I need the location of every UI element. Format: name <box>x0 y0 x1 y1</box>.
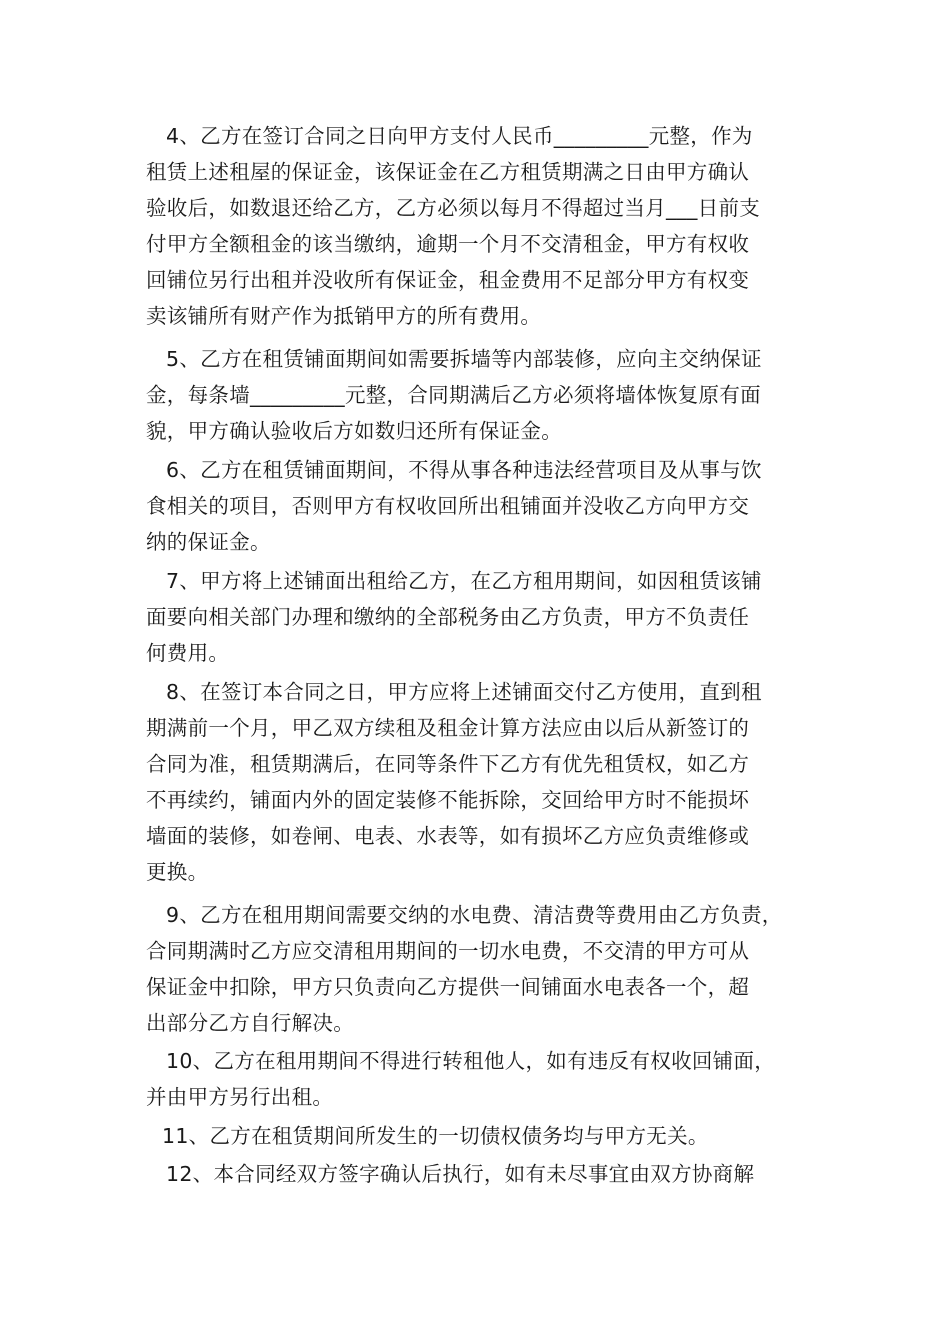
paragraph-9-line-1: 9、乙方在租用期间需要交纳的水电费、清洁费等费用由乙方负责， <box>166 903 783 927</box>
paragraph-4-line-4: 付甲方全额租金的该当缴纳，逾期一个月不交清租金，甲方有权收 <box>146 232 750 256</box>
paragraph-5-line-2: 金，每条墙_________元整，合同期满后乙方必须将墙体恢复原有面 <box>146 383 761 407</box>
paragraph-4-line-1: 4、乙方在签订合同之日向甲方支付人民币_________元整，作为 <box>166 124 753 148</box>
paragraph-6-line-1: 6、乙方在租赁铺面期间，不得从事各种违法经营项目及从事与饮 <box>166 458 762 482</box>
paragraph-8-line-4: 不再续约，铺面内外的固定装修不能拆除，交回给甲方时不能损坏 <box>146 788 750 812</box>
paragraph-4-line-3: 验收后，如数退还给乙方，乙方必须以每月不得超过当月___日前支 <box>146 196 761 220</box>
paragraph-8-line-1: 8、在签订本合同之日，甲方应将上述铺面交付乙方使用，直到租 <box>166 680 762 704</box>
paragraph-9-line-3: 保证金中扣除，甲方只负责向乙方提供一间铺面水电表各一个，超 <box>146 975 750 999</box>
paragraph-4-line-6: 卖该铺所有财产作为抵销甲方的所有费用。 <box>146 304 542 328</box>
paragraph-7-line-1: 7、甲方将上述铺面出租给乙方，在乙方租用期间，如因租赁该铺 <box>166 569 762 593</box>
paragraph-7-line-3: 何费用。 <box>146 641 230 665</box>
paragraph-8-line-6: 更换。 <box>146 860 209 884</box>
paragraph-8-line-2: 期满前一个月，甲乙双方续租及租金计算方法应由以后从新签订的 <box>146 716 750 740</box>
paragraph-5-line-3: 貌，甲方确认验收后方如数归还所有保证金。 <box>146 419 562 443</box>
paragraph-6-line-3: 纳的保证金。 <box>146 530 271 554</box>
paragraph-6-line-2: 食相关的项目，否则甲方有权收回所出租铺面并没收乙方向甲方交 <box>146 494 750 518</box>
paragraph-10-line-1: 10、乙方在租用期间不得进行转租他人，如有违反有权收回铺面， <box>166 1049 776 1073</box>
paragraph-8-line-5: 墙面的装修，如卷闸、电表、水表等，如有损坏乙方应负责维修或 <box>146 824 750 848</box>
paragraph-8-line-3: 合同为准，租赁期满后，在同等条件下乙方有优先租赁权，如乙方 <box>146 752 750 776</box>
paragraph-4-line-2: 租赁上述租屋的保证金，该保证金在乙方租赁期满之日由甲方确认 <box>146 160 750 184</box>
paragraph-10-line-2: 并由甲方另行出租。 <box>146 1085 334 1109</box>
paragraph-5-line-1: 5、乙方在租赁铺面期间如需要拆墙等内部装修，应向主交纳保证 <box>166 347 762 371</box>
paragraph-7-line-2: 面要向相关部门办理和缴纳的全部税务由乙方负责，甲方不负责任 <box>146 605 750 629</box>
paragraph-4-line-5: 回铺位另行出租并没收所有保证金，租金费用不足部分甲方有权变 <box>146 268 750 292</box>
paragraph-9-line-2: 合同期满时乙方应交清租用期间的一切水电费，不交清的甲方可从 <box>146 939 750 963</box>
paragraph-9-line-4: 出部分乙方自行解决。 <box>146 1011 354 1035</box>
paragraph-12-line-1: 12、本合同经双方签字确认后执行，如有未尽事宜由双方协商解 <box>166 1162 755 1186</box>
paragraph-11-line-1: 11、乙方在租赁期间所发生的一切债权债务均与甲方无关。 <box>162 1124 709 1148</box>
